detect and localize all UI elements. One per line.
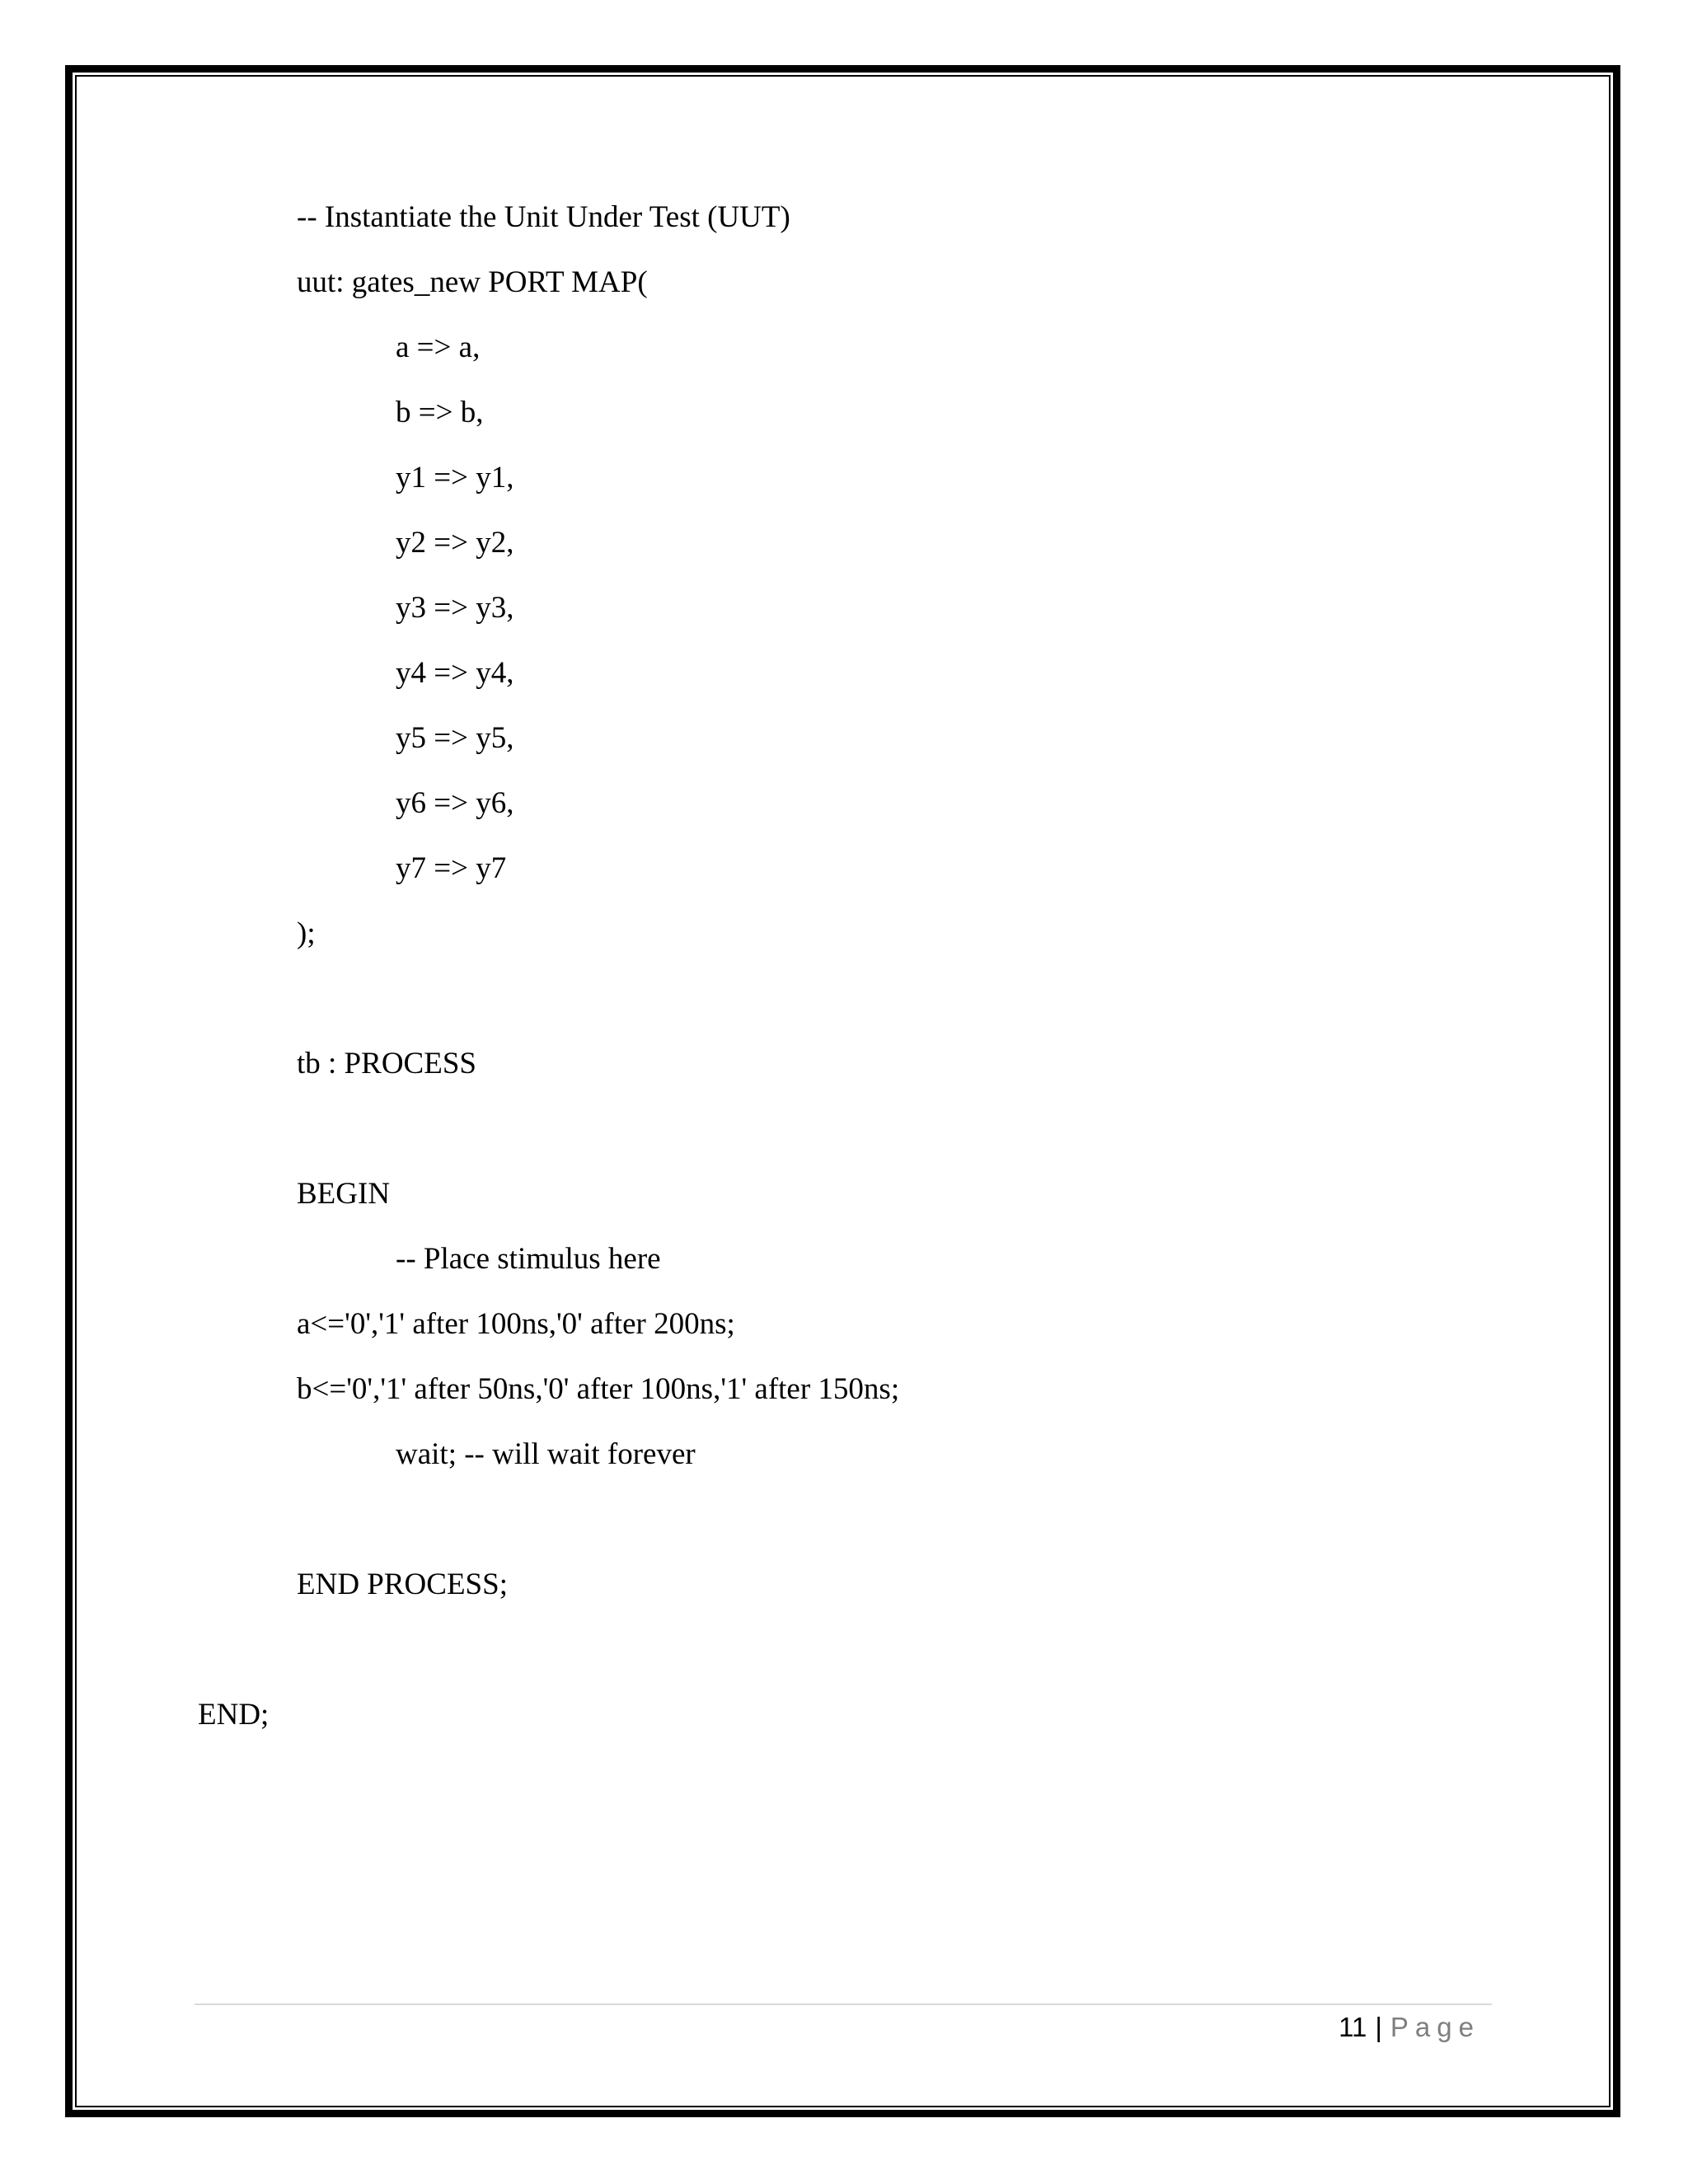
code-line: uut: gates_new PORT MAP( [297,265,648,299]
code-line: y5 => y5, [396,721,514,755]
page-number: 11 [1339,2012,1367,2042]
code-line: -- Place stimulus here [396,1242,661,1276]
page-border-inner [75,75,1611,2107]
page-separator: | [1375,2012,1382,2042]
code-line: -- Instantiate the Unit Under Test (UUT) [297,200,790,234]
code-line: a<='0','1' after 100ns,'0' after 200ns; [297,1307,735,1341]
code-line: y2 => y2, [396,526,514,560]
code-line: BEGIN [297,1177,391,1211]
code-line: y7 => y7 [396,851,507,885]
footer-divider [195,2004,1492,2005]
code-line: y3 => y3, [396,591,514,625]
code-line: ); [297,916,316,950]
code-line: tb : PROCESS [297,1047,476,1080]
code-line: b => b, [396,396,484,429]
code-line: b<='0','1' after 50ns,'0' after 100ns,'1' after 150ns; [297,1372,900,1406]
code-line: END PROCESS; [297,1568,508,1601]
code-line: y4 => y4, [396,656,514,690]
code-line: END; [198,1698,270,1732]
page-footer [1339,2009,1480,2046]
code-line: a => a, [396,330,481,364]
code-line: y6 => y6, [396,786,514,820]
page-label: Page [1390,2012,1480,2042]
code-line: wait; -- will wait forever [396,1437,696,1471]
code-line: y1 => y1, [396,461,514,494]
